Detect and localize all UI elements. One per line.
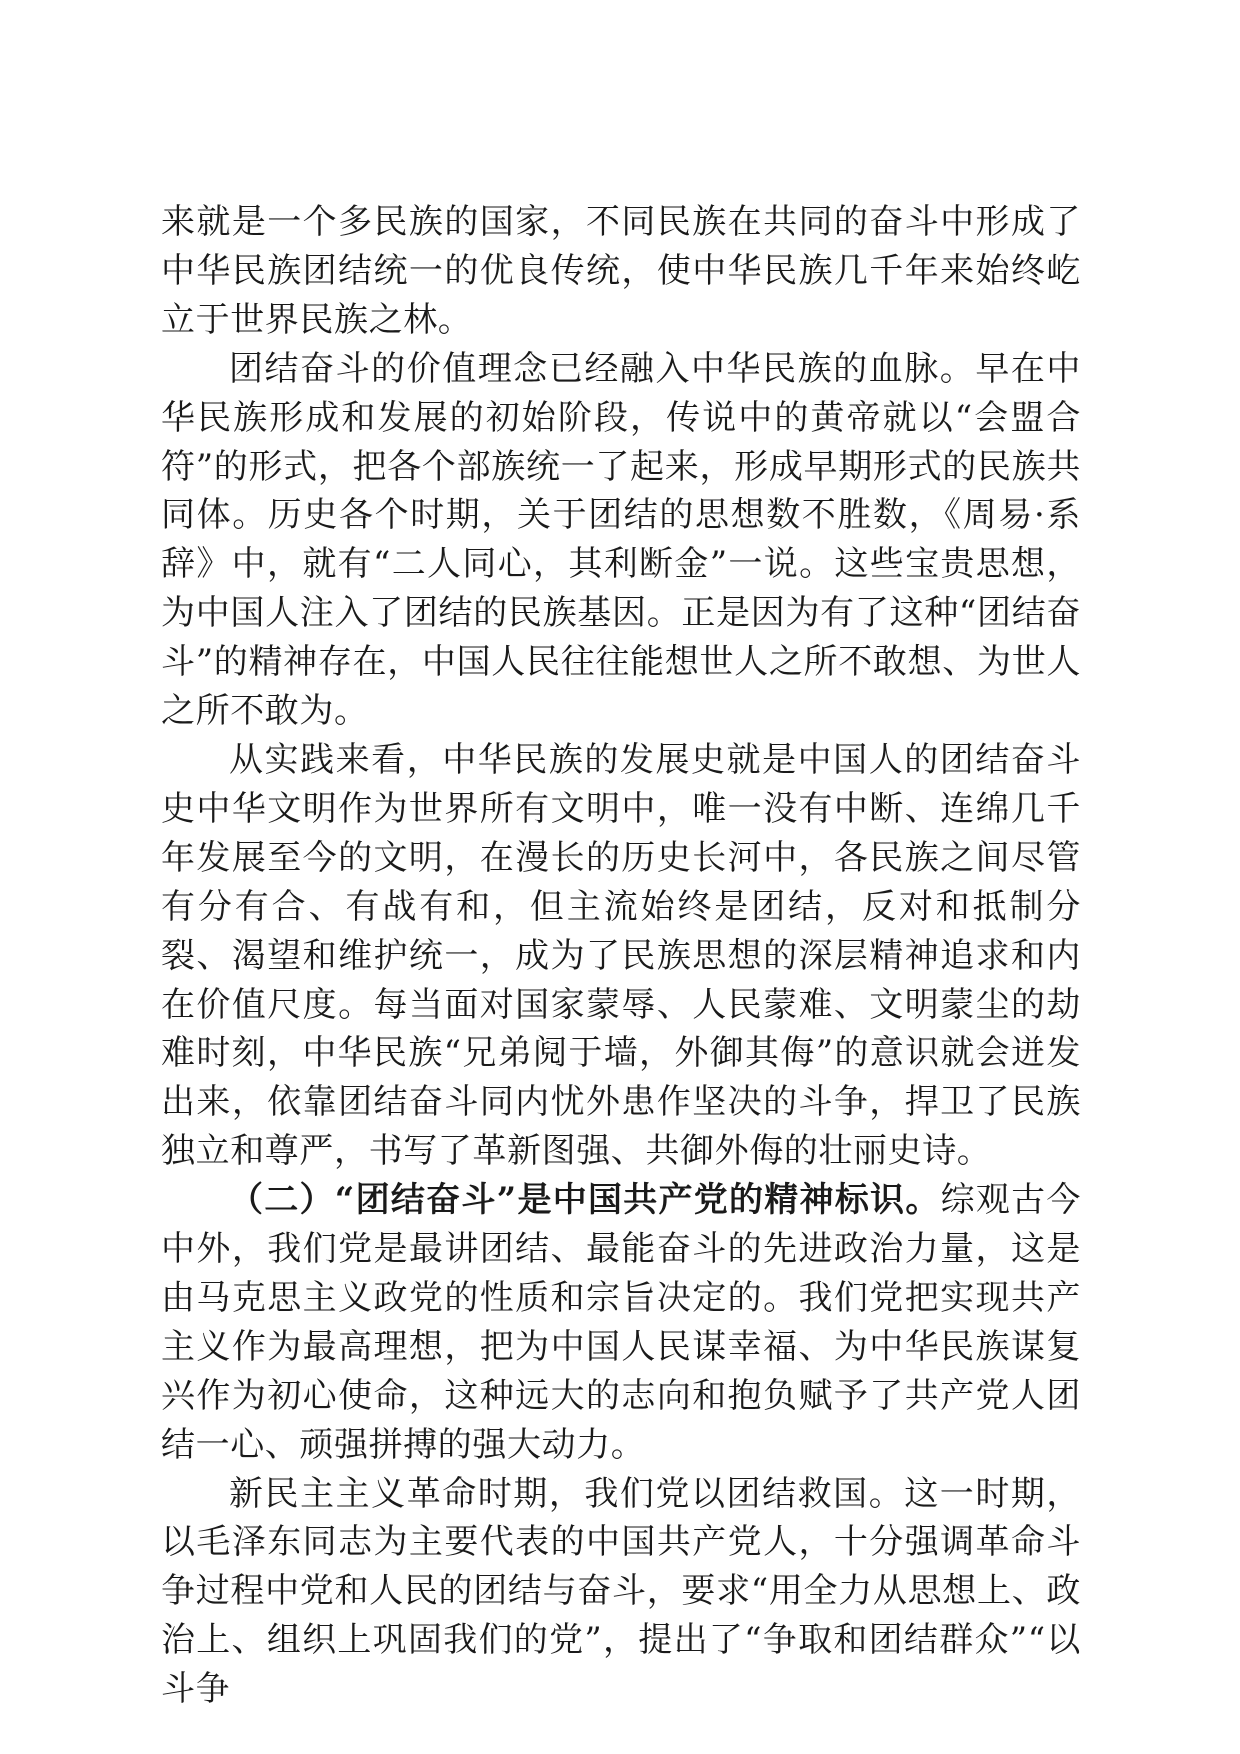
paragraph-5: 新民主主义革命时期，我们党以团结救国。这一时期，以毛泽东同志为主要代表的中国共产党人，十分强调革命斗争过程中党和人民的团结与奋斗，要求“用全力从思想上、政治上、组织上巩固我们的党”，提出了“争取和团结群众”“以斗争 bbox=[161, 1473, 1081, 1710]
paragraph-4-body: 综观古今中外，我们党是最讲团结、最能奋斗的先进政治力量，这是由马克思主义政党的性质和宗旨决定的。我们党把实现共产主义作为最高理想，把为中国人民谋幸福、为中华民族谋复兴作为初心使命，这种远大的志向和抱负赋予了共产党人团结一心、顽强拼搏的强大动力。 bbox=[161, 1180, 1081, 1465]
paragraph-4 bbox=[161, 1176, 1081, 1469]
body-text bbox=[161, 198, 1081, 1714]
paragraph-2: 团结奋斗的价值理念已经融入中华民族的血脉。早在中华民族形成和发展的初始阶段，传说中的黄帝就以“会盟合符”的形式，把各个部族统一了起来，形成早期形式的民族共同体。历史各个时期，关于团结的思想数不胜数，《周易·系辞》中，就有“二人同心，其利断金”一说。这些宝贵思想，为中国人注入了团结的民族基因。正是因为有了这种“团结奋斗”的精神存在，中国人民往往能想世人之所不敢想、为世人之所不敢为。 bbox=[161, 348, 1081, 732]
paragraph-1: 来就是一个多民族的国家，不同民族在共同的奋斗中形成了中华民族团结统一的优良传统，使中华民族几千年来始终屹立于世界民族之林。 bbox=[161, 202, 1081, 340]
section-heading: （二）“团结奋斗”是中国共产党的精神标识。 bbox=[229, 1180, 941, 1221]
paragraph-3: 从实践来看，中华民族的发展史就是中国人的团结奋斗史中华文明作为世界所有文明中，唯一没有中断、连绵几千年发展至今的文明，在漫长的历史长河中，各民族之间尽管有分有合、有战有和，但主流始终是团结，反对和抵制分裂、渴望和维护统一，成为了民族思想的深层精神追求和内在价值尺度。每当面对国家蒙辱、人民蒙难、文明蒙尘的劫难时刻，中华民族“兄弟阋于墙，外御其侮”的意识就会迸发出来，依靠团结奋斗同内忧外患作坚决的斗争，捍卫了民族独立和尊严，书写了革新图强、共御外侮的壮丽史诗。 bbox=[161, 739, 1081, 1172]
